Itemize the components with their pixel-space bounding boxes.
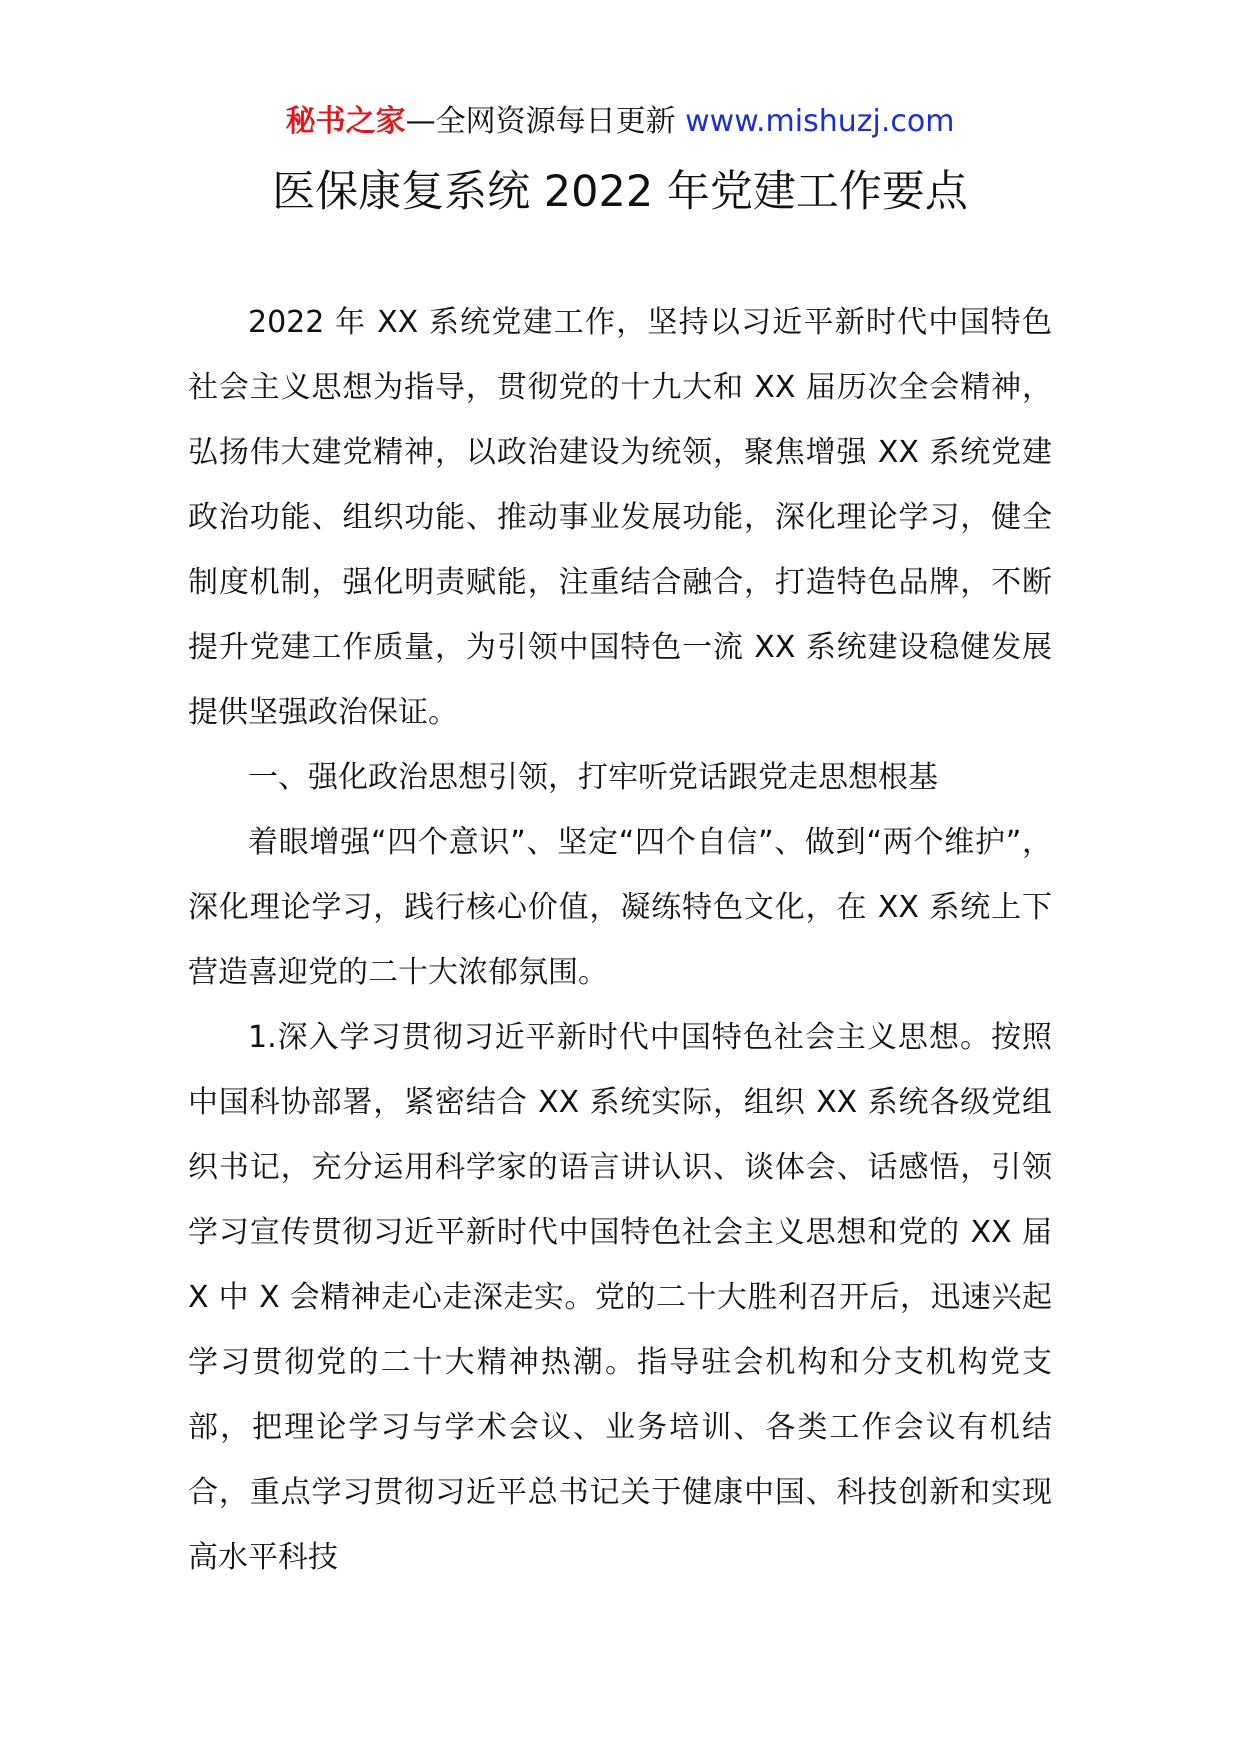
document-title: 医保康复系统 2022 年党建工作要点 <box>272 167 968 217</box>
document-body <box>188 290 1052 1590</box>
section-heading: 一、强化政治思想引领，打牢听党话跟党走思想根基 <box>248 760 938 795</box>
section-paragraph: 着眼增强“四个意识”、坚定“四个自信”、做到“两个维护”，深化理论学习，践行核心价值，凝练特色文化，在 XX 系统上下营造喜迎党的二十大浓郁氛围。 <box>188 825 1052 990</box>
intro-paragraph: 2022 年 XX 系统党建工作，坚持以习近平新时代中国特色社会主义思想为指导，贯彻党的十九大和 XX 届历次全会精神，弘扬伟大建党精神，以政治建设为统领，聚焦增强 XX 系统党建政治功能、组织功能、推动事业发展功能，深化理论学习，健全制度机制，强化明责赋能，注重结合融合，打造特色品牌，不断提升党建工作质量，为引领中国特色一流 XX 系统建设稳健发展提供坚强政治保证。 <box>188 305 1052 730</box>
brand-name: 秘书之家 <box>285 104 406 139</box>
header-tagline: —全网资源每日更新 <box>405 104 686 139</box>
site-header <box>0 100 1240 144</box>
site-url-link[interactable]: www.mishuzj.com <box>685 104 955 139</box>
item-paragraph: 1.深入学习贯彻习近平新时代中国特色社会主义思想。按照中国科协部署，紧密结合 XX 系统实际，组织 XX 系统各级党组织书记，充分运用科学家的语言讲认识、谈体会、话感悟，引领学习宣传贯彻习近平新时代中国特色社会主义思想和党的 XX 届 X 中 X 会精神走心走深走实。党的二十大胜利召开后，迅速兴起学习贯彻党的二十大精神热潮。指导驻会机构和分支机构党支部，把理论学习与学术会议、业务培训、各类工作会议有机结合，重点学习贯彻习近平总书记关于健康中国、科技创新和实现高水平科技 <box>188 1020 1052 1575</box>
